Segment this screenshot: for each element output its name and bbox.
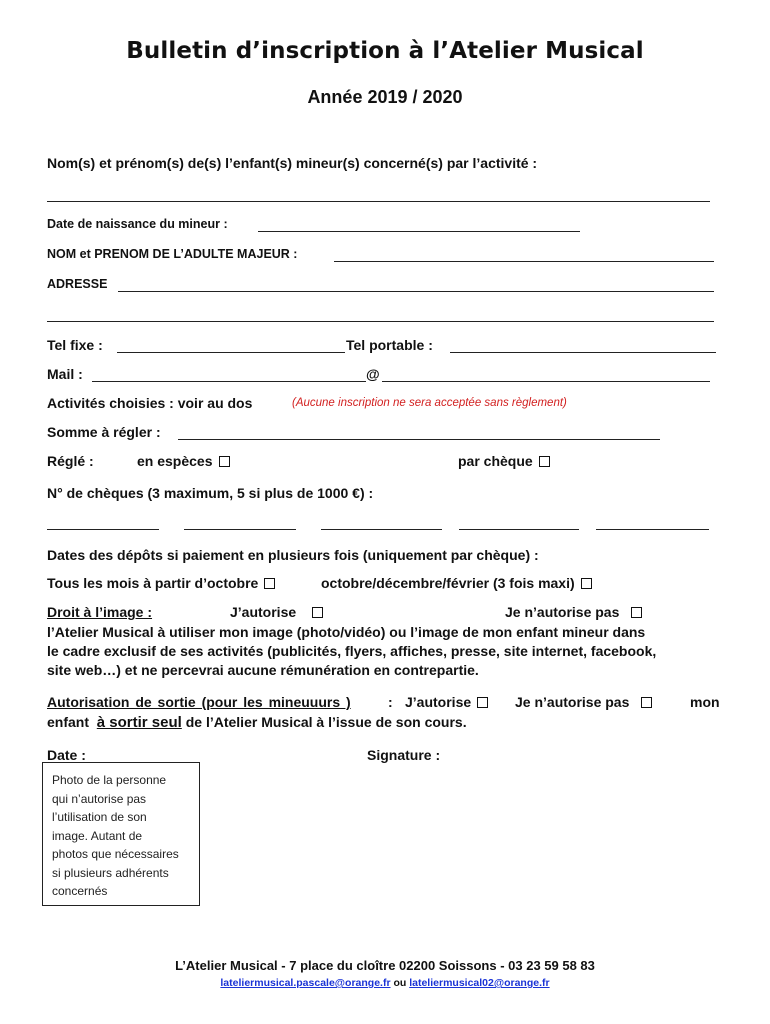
image-not-authorize-option: [505, 604, 642, 620]
exit-sortir-seul: à sortir seul: [96, 714, 182, 731]
image-text-line-3: site web…) et ne percevrai aucune rémunération en contrepartie.: [47, 662, 479, 678]
activities-note: (Aucune inscription ne sera acceptée sans règlement): [292, 397, 567, 409]
tel-fixe-field[interactable]: [117, 352, 345, 353]
exit-authorize-checkbox[interactable]: [477, 697, 488, 708]
date-label: Date :: [47, 747, 86, 763]
paid-label: Réglé :: [47, 453, 94, 469]
exit-not-authorize-label: Je n’autorise pas: [515, 694, 630, 710]
footer-emails: [0, 977, 770, 989]
exit-authorize-label: J’autorise: [405, 694, 472, 710]
tel-fixe-label: Tel fixe :: [47, 337, 103, 353]
adult-name-label: NOM et PRENOM DE L’ADULTE MAJEUR :: [47, 247, 298, 261]
exit-authorize-option: [405, 694, 488, 710]
address-label: ADRESSE: [47, 277, 108, 291]
cash-checkbox[interactable]: [219, 456, 230, 467]
three-times-option: [321, 575, 592, 591]
photo-box-line: qui n’autorise pas: [52, 791, 147, 806]
image-text-line-2: le cadre exclusif de ses activités (publicités, flyers, affiches, presse, site internet, facebook,: [47, 643, 657, 659]
cheque-checkbox[interactable]: [539, 456, 550, 467]
image-not-authorize-label: Je n’autorise pas: [505, 604, 620, 620]
photo-box-line: l’utilisation de son: [52, 810, 147, 824]
birthdate-field[interactable]: [258, 231, 580, 232]
image-rights-title: Droit à l’image :: [47, 604, 153, 620]
exit-not-authorize-checkbox[interactable]: [641, 697, 652, 708]
cash-option: [137, 453, 230, 469]
birthdate-label: Date de naissance du mineur :: [47, 217, 228, 231]
photo-consent-box: [42, 762, 200, 906]
deposit-dates-label: Dates des dépôts si paiement en plusieurs fois (uniquement par chèque) :: [47, 547, 539, 563]
footer-address: L’Atelier Musical - 7 place du cloître 02200 Soissons - 03 23 59 58 83: [175, 958, 595, 973]
child-name-field[interactable]: [47, 201, 710, 202]
cash-label: en espèces: [137, 453, 213, 469]
photo-box-line: si plusieurs adhérents: [52, 865, 169, 880]
cheque-number-field-5[interactable]: [596, 529, 709, 530]
image-authorize-option: [230, 604, 323, 620]
footer-email-1-link[interactable]: lateliermusical.pascale@orange.fr: [220, 977, 391, 989]
amount-label: Somme à régler :: [47, 424, 161, 440]
mail-at-sign: @: [366, 366, 380, 382]
mail-user-field[interactable]: [92, 381, 366, 382]
photo-box-line: photos que nécessaires: [52, 847, 179, 861]
tel-portable-field[interactable]: [450, 352, 716, 353]
image-authorize-checkbox[interactable]: [312, 607, 323, 618]
cheque-number-field-3[interactable]: [321, 529, 442, 530]
amount-field[interactable]: [178, 439, 660, 440]
activities-label: Activités choisies : voir au dos: [47, 395, 253, 411]
mail-label: Mail :: [47, 366, 83, 382]
photo-box-line: image. Autant de: [52, 828, 143, 843]
mail-domain-field[interactable]: [382, 381, 710, 382]
cheque-label: par chèque: [458, 453, 533, 469]
cheque-number-field-1[interactable]: [47, 529, 159, 530]
photo-box-line: concernés: [52, 884, 108, 898]
monthly-option: [47, 575, 275, 591]
cheque-numbers-label: N° de chèques (3 maximum, 5 si plus de 1000 €) :: [47, 485, 374, 501]
exit-text-line-2: [47, 714, 467, 731]
three-times-checkbox[interactable]: [581, 578, 592, 589]
three-times-label: octobre/décembre/février (3 fois maxi): [321, 575, 575, 591]
school-year: Année 2019 / 2020: [307, 87, 463, 107]
image-authorize-label: J’autorise: [230, 604, 297, 620]
footer-email-2-link[interactable]: lateliermusical02@orange.fr: [409, 977, 550, 989]
monthly-checkbox[interactable]: [264, 578, 275, 589]
exit-colon: :: [388, 694, 393, 710]
exit-enfant: enfant: [47, 714, 89, 730]
signature-label: Signature :: [367, 747, 441, 763]
cheque-option: [458, 453, 550, 469]
tel-portable-label: Tel portable :: [346, 337, 433, 353]
exit-mon: mon: [690, 694, 720, 710]
cheque-number-field-4[interactable]: [459, 529, 579, 530]
exit-rest: de l’Atelier Musical à l’issue de son cours.: [185, 714, 467, 730]
exit-authorization-title: Autorisation de sortie (pour les mineuuurs ): [47, 694, 351, 710]
cheque-number-field-2[interactable]: [184, 529, 296, 530]
exit-not-authorize-option: [515, 694, 652, 710]
monthly-label: Tous les mois à partir d’octobre: [47, 575, 259, 591]
footer-ou: ou: [393, 977, 407, 989]
image-not-authorize-checkbox[interactable]: [631, 607, 642, 618]
adult-name-field[interactable]: [334, 261, 714, 262]
form-title: Bulletin d’inscription à l’Atelier Musical: [126, 38, 644, 64]
photo-box-line: Photo de la personne: [52, 773, 167, 787]
image-text-line-1: l’Atelier Musical à utiliser mon image (photo/vidéo) ou l’image de mon enfant mineur dans: [47, 624, 646, 640]
address-field-2[interactable]: [47, 321, 714, 322]
address-field-1[interactable]: [118, 291, 714, 292]
child-name-label: Nom(s) et prénom(s) de(s) l’enfant(s) mineur(s) concerné(s) par l’activité :: [47, 155, 538, 171]
